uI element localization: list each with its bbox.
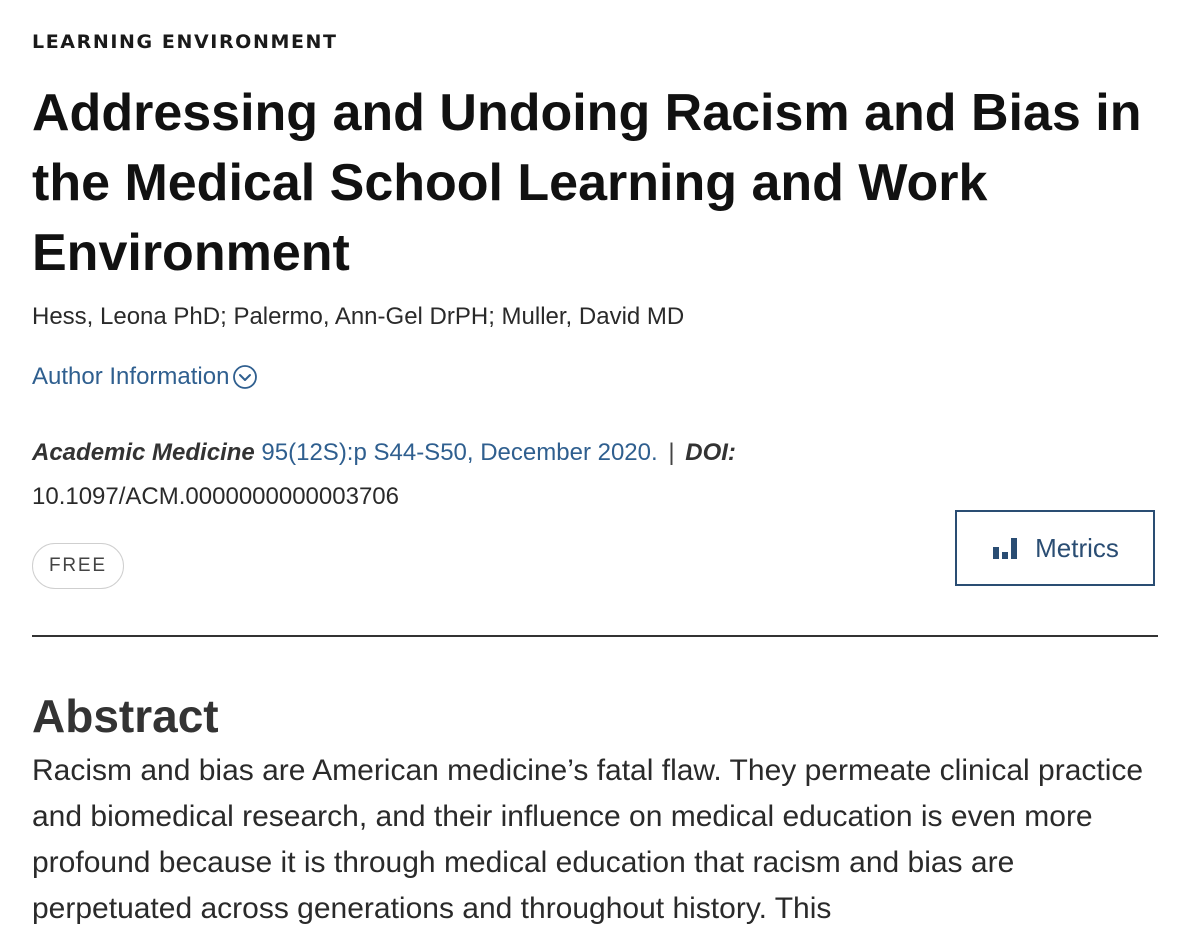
metrics-button[interactable] — [955, 510, 1155, 586]
article-title: Addressing and Undoing Racism and Bias in the Medical School Learning and Work Environment — [32, 84, 1142, 282]
author-information-toggle[interactable] — [32, 363, 258, 391]
chevron-down-circle-icon — [232, 364, 258, 390]
metrics-label: Metrics — [1035, 532, 1119, 563]
citation — [32, 431, 1158, 519]
volume-link[interactable]: 95(12S):p S44-S50, December 2020. — [261, 439, 658, 466]
abstract-heading: Abstract — [32, 690, 219, 742]
doi-value: 10.1097/ACM.0000000000003706 — [32, 483, 399, 510]
section-divider — [32, 635, 1158, 637]
doi-label: DOI: — [685, 439, 736, 466]
author-information-label: Author Information — [32, 363, 230, 390]
bar-chart-icon — [991, 535, 1021, 561]
section-label: LEARNING ENVIRONMENT — [32, 31, 338, 53]
citation-separator: | — [668, 439, 675, 466]
author-list: Hess, Leona PhD; Palermo, Ann-Gel DrPH; Muller, David MD — [32, 303, 685, 330]
journal-name: Academic Medicine — [32, 439, 255, 466]
free-access-badge: FREE — [32, 543, 124, 589]
abstract-text: Racism and bias are American medicine’s fatal flaw. They permeate clinical practice and biomedical research, and their influence on medical education is even more profound because it is through medical education that racism and bias are perpetuated across generations and throughout history. This — [32, 754, 1144, 925]
